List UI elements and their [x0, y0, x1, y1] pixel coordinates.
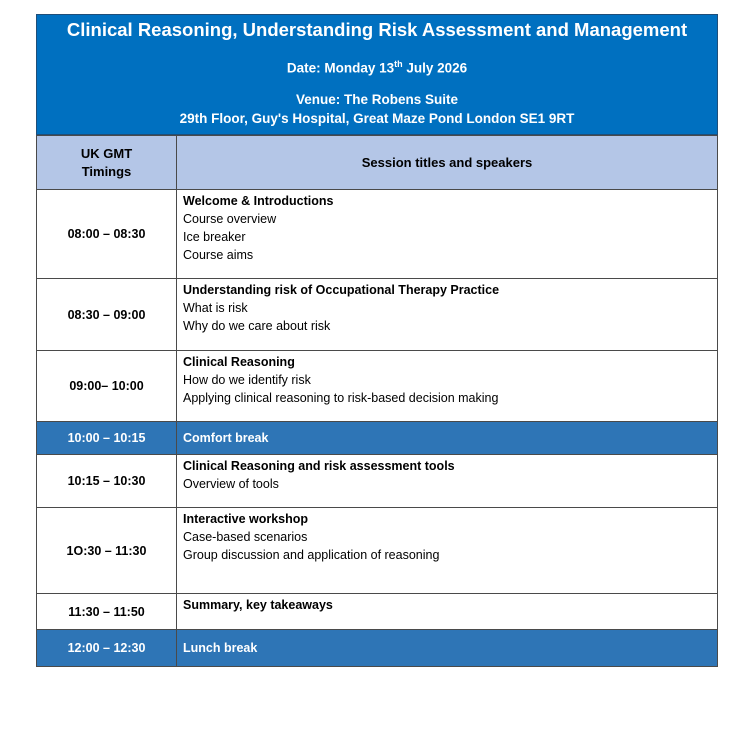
- course-title: Clinical Reasoning, Understanding Risk Assessment and Management: [66, 19, 688, 40]
- session-item: Why do we care about risk: [183, 319, 331, 333]
- agenda-table: [36, 135, 718, 667]
- table-row: [37, 455, 718, 508]
- session-title: Interactive workshop: [183, 512, 309, 526]
- row-session: [177, 508, 718, 594]
- row-time: 1O:30 – 11:30: [37, 508, 177, 594]
- session-column-header: Session titles and speakers: [177, 136, 718, 190]
- venue-name: Venue: The Robens Suite: [295, 91, 459, 107]
- session-title: Welcome & Introductions: [183, 194, 334, 208]
- table-row: [37, 351, 718, 422]
- session-item: Course aims: [183, 248, 254, 262]
- break-row: [37, 422, 718, 455]
- row-session: [177, 190, 718, 279]
- session-title: Clinical Reasoning: [183, 355, 295, 369]
- break-row: [37, 630, 718, 667]
- date-suffix: July 2026: [402, 60, 468, 76]
- session-item: Overview of tools: [183, 477, 279, 491]
- session-item: Group discussion and application of reasoning: [183, 548, 440, 562]
- row-time: 12:00 – 12:30: [37, 630, 177, 667]
- row-time: 08:30 – 09:00: [37, 279, 177, 351]
- row-session: [177, 455, 718, 508]
- session-title: Summary, key takeaways: [183, 598, 333, 612]
- table-row: [37, 508, 718, 594]
- session-item: How do we identify risk: [183, 373, 311, 387]
- row-time: 11:30 – 11:50: [37, 594, 177, 630]
- session-item: Case-based scenarios: [183, 530, 308, 544]
- row-session: [177, 594, 718, 630]
- session-title: Clinical Reasoning and risk assessment tools: [183, 459, 455, 473]
- time-header-line2: Timings: [81, 163, 132, 179]
- date-prefix: Date: Monday 13: [286, 60, 395, 76]
- session-item: Applying clinical reasoning to risk-based decision making: [183, 391, 499, 405]
- date-superscript: th: [394, 59, 403, 69]
- venue-address: 29th Floor, Guy's Hospital, Great Maze Pond London SE1 9RT: [179, 110, 575, 126]
- row-time: 08:00 – 08:30: [37, 190, 177, 279]
- table-row: [37, 279, 718, 351]
- course-date: [37, 55, 717, 78]
- session-item: What is risk: [183, 301, 248, 315]
- break-title: Comfort break: [177, 422, 718, 455]
- session-item: Course overview: [183, 212, 277, 226]
- break-title: Lunch break: [177, 630, 718, 667]
- table-row: [37, 594, 718, 630]
- time-column-header: [37, 136, 177, 190]
- time-header-line1: UK GMT: [80, 145, 133, 161]
- row-session: [177, 351, 718, 422]
- row-time: 10:00 – 10:15: [37, 422, 177, 455]
- session-title: Understanding risk of Occupational Therapy Practice: [183, 283, 500, 297]
- agenda-header: [36, 14, 718, 135]
- row-session: [177, 279, 718, 351]
- course-venue: [37, 90, 717, 128]
- session-item: Ice breaker: [183, 230, 246, 244]
- row-time: 09:00– 10:00: [37, 351, 177, 422]
- table-row: [37, 190, 718, 279]
- agenda-document: [36, 14, 718, 667]
- table-header-row: [37, 136, 718, 190]
- row-time: 10:15 – 10:30: [37, 455, 177, 508]
